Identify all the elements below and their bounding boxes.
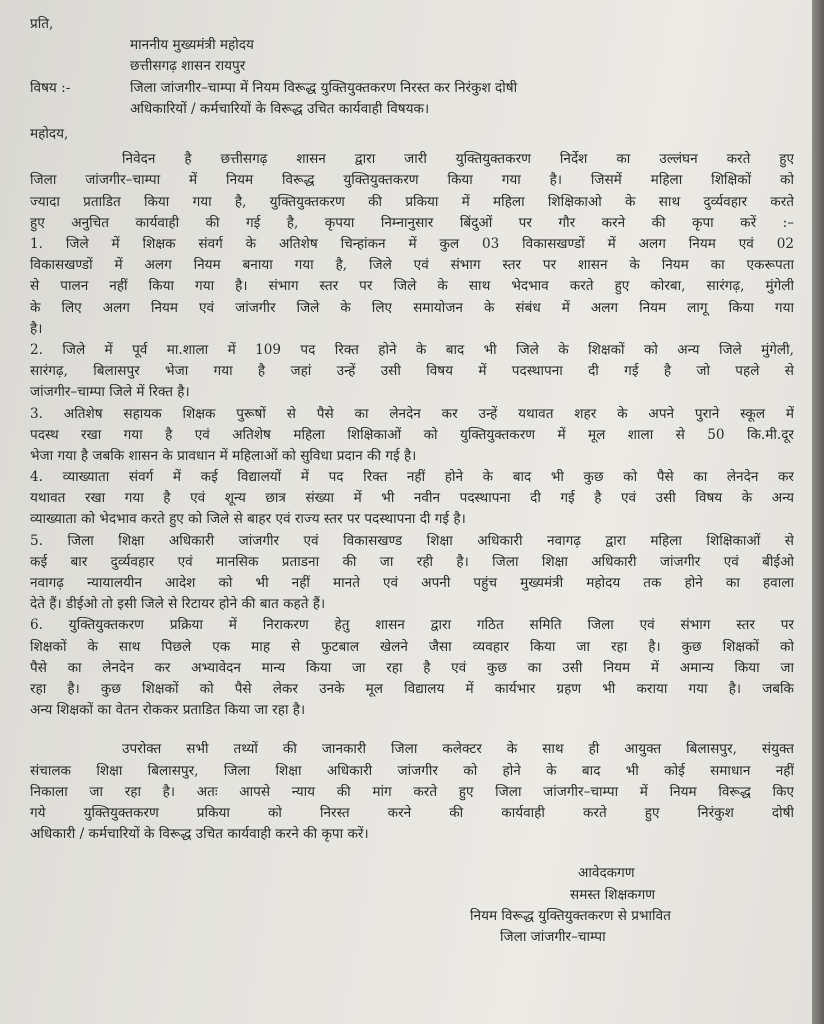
- signature-affected: नियम विरूद्ध युक्तियुक्तकरण से प्रभावित: [470, 907, 671, 924]
- point-4: [30, 467, 794, 531]
- signature-block: [30, 863, 794, 948]
- body-line: व्याख्याता को भेदभाव करते हुए को जिले से बाहर एवं राज्य स्तर पर पदस्थापना दी गई है।: [30, 511, 466, 528]
- body-line: जिला जांजगीर–चाम्पा में नियम विरूद्ध युक्तियुक्तकरण किया गया है। जिसमें महिला शिक्षिकों को: [30, 172, 794, 189]
- body-line: शिक्षकों के साथ पिछले एक माह से फुटबाल खेलने जैसा व्यवहार किया जा रहा है। कुछ शिक्षकों को: [30, 638, 794, 655]
- paper-edge-shadow: [812, 0, 824, 1024]
- body-line: भेजा गया है जबकि शासन के प्रावधान में महिलाओं को सुविधा प्रदान की गई है।: [30, 447, 417, 464]
- body-line: विकासखण्डों में अलग नियम बनाया गया है, जिले एवं संभाग स्तर पर शासन के नियम का एकरूपता: [30, 257, 794, 274]
- body-line: जांजगीर–चाम्पा जिले में रिक्त है।: [30, 384, 190, 401]
- body-line: ज्यादा प्रताडित किया गया है, युक्तियुक्तकरण की प्रकिया में महिला शिक्षिकाओ के साथ दुर्व्यवहार करते: [30, 193, 794, 210]
- to-label: प्रति,: [30, 16, 54, 32]
- body-line: यथावत रखा गया है एवं शून्य छात्र संख्या में भी नवीन पदस्थापना दी गई है एवं उसी विषय के अन्य: [30, 490, 794, 507]
- point-2: [30, 340, 794, 404]
- body-line: निकाला जा रहा है। अतः आपसे न्याय की मांग करते हुए जिला जांजगीर–चाम्पा में नियम विरूद्ध किए: [30, 783, 794, 800]
- intro-paragraph: [30, 149, 794, 234]
- subject-text: [130, 78, 794, 120]
- signature-applicants: आवेदकगण: [578, 865, 635, 882]
- body-line: 1. जिले में शिक्षक संवर्ग के अतिशेष चिन्हांकन में कुल 03 विकासखण्डों में अलग नियम एवं 02: [30, 235, 794, 252]
- body-line: हुए अनुचित कार्यवाही की गई है, कृपया निम्नानुसार बिंदुओं पर गौर करने की कृपा करें :–: [30, 214, 794, 231]
- point-3: [30, 404, 794, 468]
- subject-line: अधिकारियों / कर्मचारियों के विरूद्ध उचित कार्यवाही विषयक।: [130, 100, 430, 117]
- body-line: सारंगढ़, बिलासपुर भेजा गया है जहां उन्हें उसी विषय में पदस्थापना दी गई है जो पहले से: [30, 363, 794, 380]
- body-line: अधिकारी / कर्मचारियों के विरूद्ध उचित कार्यवाही करने की कृपा करें।: [30, 826, 369, 843]
- body-line: 3. अतिशेष सहायक शिक्षक पुरूषों से पैसे का लेनदेन कर उन्हें यथावत शहर के अपने पुराने स्कूल में: [30, 405, 794, 422]
- signature-district: जिला जांजगीर–चाम्पा: [500, 928, 606, 945]
- body-line: उपरोक्त सभी तथ्यों की जानकारी जिला कलेक्टर के साथ ही आयुक्त बिलासपुर, संयुक्त: [122, 741, 794, 758]
- body-line: से पालन नहीं किया गया है। संभाग स्तर पर जिले के साथ भेदभाव करते हुए कोरबा, सारंगढ़, मुंगेली: [30, 278, 794, 295]
- body-line: पदस्थ रखा गया है एवं अतिशेष महिला शिक्षिकाओं को युक्तियुक्तकरण में मूल शाला से 50 कि.मी.दूर: [30, 426, 794, 443]
- subject-label: विषय :-: [30, 79, 71, 96]
- body-line: पैसे का लेनदेन कर अभ्यावेदन मान्य किया जा रहा है एवं कुछ का उसी नियम में अमान्य किया जा: [30, 659, 794, 676]
- body-line: रहा है। कुछ शिक्षकों को पैसे लेकर उनके मूल विद्यालय में कार्यभार ग्रहण भी कराया गया है। जबकि: [30, 680, 794, 697]
- point-6: [30, 615, 794, 721]
- point-1: [30, 234, 794, 340]
- body-line: के लिए अलग नियम एवं जांजगीर जिले के लिए समायोजन के संबंध में अलग नियम लागू किया गया: [30, 299, 794, 316]
- body-line: 2. जिले में पूर्व मा.शाला में 109 पद रिक्त होने के बाद भी जिले के शिक्षकों को अन्य जिले मुंगेली,: [30, 341, 794, 358]
- body-line: है।: [30, 320, 43, 337]
- body-line: नवागढ़ न्यायालयीन आदेश को भी नहीं मानते एवं अपनी पहुंच मुख्यमंत्री महोदय तक होने का हवाला: [30, 575, 794, 592]
- body-line: निवेदन है छत्तीसगढ़ शासन द्वारा जारी युक्तियुक्तकरण निर्देश का उल्लंघन करते हुए: [122, 151, 794, 168]
- salutation: महोदय,: [30, 126, 69, 143]
- recipient-title: माननीय मुख्यमंत्री महोदय: [130, 37, 254, 54]
- body-line: 4. व्याख्याता संवर्ग में कई विद्यालयों में पद रिक्त नहीं होने के बाद भी कुछ को पैसे का लेनदेन कर: [30, 469, 794, 486]
- body-line: 5. जिला शिक्षा अधिकारी जांजगीर एवं विकासखण्ड शिक्षा अधिकारी नवागढ़ द्वारा महिला शिक्षिकाओं से: [30, 532, 794, 549]
- point-5: [30, 531, 794, 616]
- body-line: अन्य शिक्षकों का वेतन रोककर प्रताडित किया जा रहा है।: [30, 702, 306, 719]
- recipient-address: छत्तीसगढ़ शासन रायपुर: [130, 58, 246, 75]
- body-line: देते हैं। डीईओ तो इसी जिले से रिटायर होने की बात कहते हैं।: [30, 596, 326, 613]
- signature-teachers: समस्त शिक्षकगण: [570, 886, 656, 903]
- subject-block: [30, 78, 794, 120]
- body-line: गये युक्तियुक्तकरण प्रकिया को निरस्त करने की कार्यवाही करते हुए निरंकुश दोषी: [30, 804, 794, 821]
- body-line: संचालक शिक्षा बिलासपुर, जिला शिक्षा अधिकारी जांजगीर को होने के बाद भी कोई समाधान नहीं: [30, 762, 794, 779]
- conclusion-paragraph: [30, 739, 794, 845]
- subject-line: जिला जांजगीर–चाम्पा में नियम विरूद्ध युक्तियुक्तकरण निरस्त कर निरंकुश दोषी: [130, 79, 518, 96]
- body-line: कई बार दुर्व्यवहार एवं मानसिक प्रताडना की जा रही है। जिला शिक्षा अधिकारी जांजगीर एवं बीईओ: [30, 553, 794, 570]
- body-line: 6. युक्तियुक्तकरण प्रक्रिया में निराकरण हेतु शासन द्वारा गठित समिति जिला एवं संभाग स्तर पर: [30, 617, 794, 634]
